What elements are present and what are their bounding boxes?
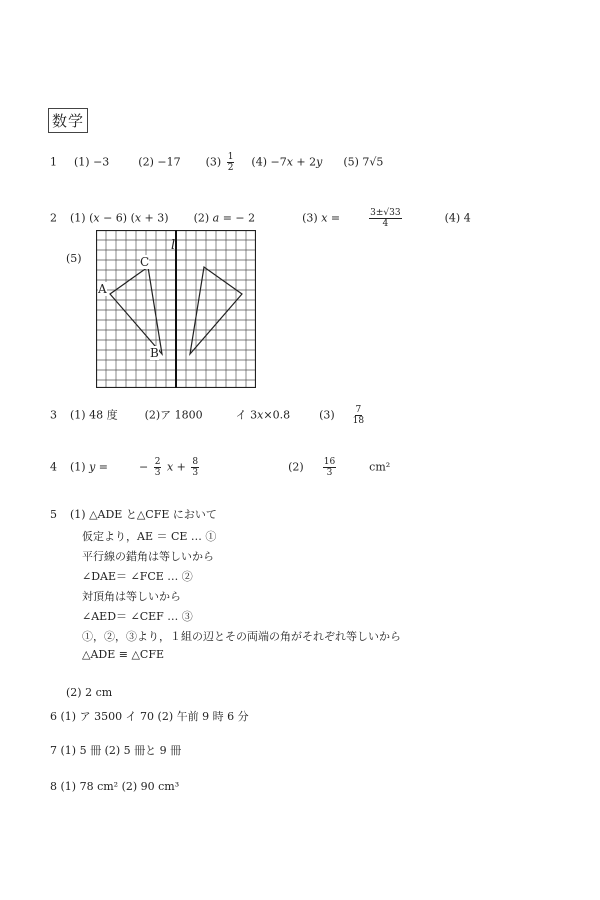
fraction: $\frac{3\pm√33}{4}$: [370, 208, 401, 229]
unit: cm²: [369, 460, 391, 474]
answer-1-4: (4) −7𝑥 + 2𝑦: [251, 155, 323, 169]
fraction: $\frac{8}{3}$: [192, 457, 199, 478]
answer-2-3-label: (3) 𝑥 =: [302, 211, 341, 225]
answer-5-2: (2) 2 cm: [66, 686, 113, 699]
question-8: 8 (1) 78 cm² (2) 90 cm³: [50, 780, 180, 793]
question-number: 1: [50, 155, 57, 169]
question-6: 6 (1) ア 3500 イ 70 (2) 午前 9 時 6 分: [50, 710, 249, 723]
point-label-c: C: [140, 255, 150, 269]
answer-4-1-mid: 𝑥 +: [166, 460, 186, 474]
answer-1-5: (5) 7√5: [343, 155, 384, 169]
page-title: 数学: [48, 108, 88, 133]
answer-3-2b: イ 3𝑥×0.8: [235, 408, 291, 422]
answer-2-2: (2) 𝑎 = − 2: [193, 211, 256, 225]
question-3: [50, 405, 367, 426]
proof-line-4: ∠DAE＝ ∠FCE … ②: [82, 570, 193, 583]
answer-1-3-label: (3): [205, 155, 222, 169]
proof-line-1: (1) △ADE と△CFE において: [70, 508, 217, 521]
question-7: 7 (1) 5 冊 (2) 5 冊と 9 冊: [50, 744, 182, 757]
proof-line-3: 平行線の錯角は等しいから: [82, 550, 214, 563]
question-number: 5: [50, 508, 57, 521]
proof-line-8: △ADE ≡ △CFE: [82, 648, 165, 661]
grid-figure: [96, 230, 256, 388]
answer-1-2: (2) −17: [138, 155, 181, 169]
fraction: $\frac{1}{2}$: [227, 152, 234, 173]
fraction: $\frac{2}{3}$: [154, 457, 161, 478]
question-2: [50, 208, 471, 229]
answer-3-3-label: (3): [319, 408, 335, 422]
answer-2-1: (1) (𝑥 − 6) (𝑥 + 3): [70, 211, 169, 225]
answer-4-2-label: (2): [288, 460, 304, 474]
answer-3-2a: (2)ア 1800: [144, 408, 203, 422]
answer-3-1: (1) 48 度: [70, 408, 118, 422]
question-1: [50, 152, 383, 173]
axis-label-l: l: [171, 238, 176, 253]
question-4: [50, 457, 390, 478]
point-label-a: A: [98, 282, 107, 296]
proof-line-5: 対頂角は等しいから: [82, 590, 181, 603]
proof-line-2: 仮定より，AE ＝ CE … ①: [82, 530, 217, 543]
fraction: $\frac{16}{3}$: [323, 457, 336, 478]
fraction: $\frac{7}{18}$: [352, 405, 365, 426]
sign: −: [139, 460, 149, 474]
proof-line-7: ①，②，③より，１組の辺とその両端の角がそれぞれ等しいから: [82, 630, 401, 643]
answer-1-1: (1) −3: [74, 155, 110, 169]
answer-2-4: (4) 4: [444, 211, 471, 225]
point-label-b: B: [150, 346, 159, 360]
question-5: [50, 506, 217, 522]
answer-4-1-label: (1) 𝑦 =: [70, 460, 109, 474]
proof-line-6: ∠AED＝ ∠CEF … ③: [82, 610, 193, 623]
question-number: 4: [50, 460, 57, 474]
answer-2-5-label: (5): [66, 252, 82, 265]
question-number: 2: [50, 211, 57, 225]
question-number: 3: [50, 408, 57, 422]
